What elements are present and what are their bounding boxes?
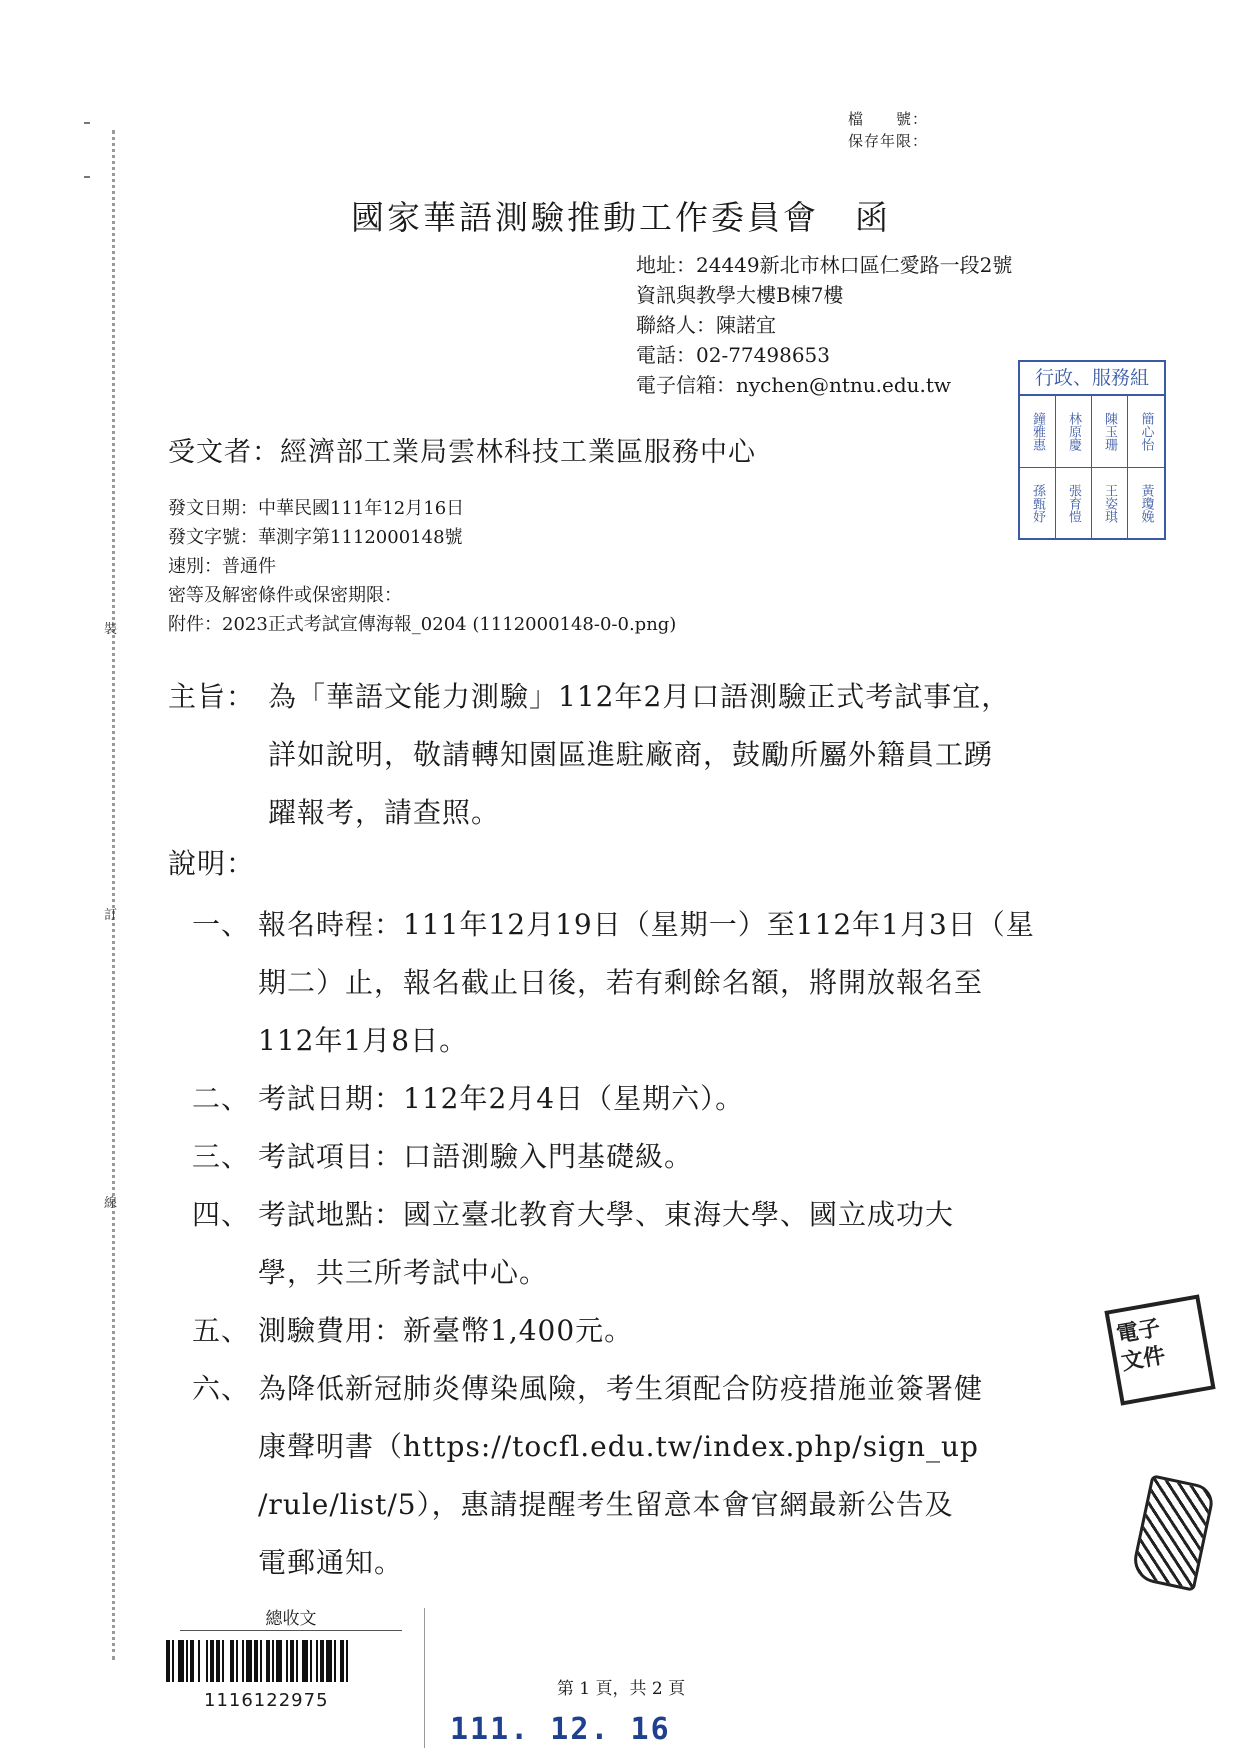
sender-address-line2: 資訊與教學大樓B棟7樓 (636, 283, 844, 307)
secrecy-level: 密等及解密條件或保密期限： (168, 585, 402, 606)
binding-line (112, 130, 115, 1660)
retention-period-label: 保存年限： (848, 132, 929, 150)
receive-date-stamp: 111. 12. 16 (450, 1712, 671, 1747)
item-line: 康聲明書（https://tocfl.edu.tw/index.php/sign_up (258, 1430, 979, 1463)
stamp-name-cell: 陳玉珊 (1092, 396, 1128, 468)
sender-contact: 聯絡人：陳諾宜 (636, 313, 776, 337)
document-number: 發文字號：華測字第1112000148號 (168, 527, 463, 548)
edoc-stamp-line: 電子 (1114, 1314, 1163, 1349)
item-number: 五、 (192, 1314, 251, 1347)
scan-speck (84, 122, 90, 124)
item-line: 考試地點：國立臺北教育大學、東海大學、國立成功大 (258, 1198, 955, 1231)
item-number: 二、 (192, 1082, 251, 1115)
item-line: 112年1月8日。 (258, 1024, 469, 1057)
receipt-rule (180, 1630, 402, 1631)
item-text (258, 1070, 744, 1128)
edoc-stamp-line: 文件 (1119, 1342, 1168, 1376)
receipt-label: 總收文 (265, 1609, 317, 1629)
explanation-item (192, 1360, 983, 1592)
explanation-item (192, 1302, 633, 1360)
item-line: 測驗費用：新臺幣1,400元。 (258, 1314, 634, 1347)
file-number-label: 檔 號： (848, 110, 929, 128)
torn-seal-mark (1130, 1474, 1217, 1591)
item-number: 六、 (192, 1372, 251, 1405)
document-meta (168, 494, 676, 639)
item-text (258, 1186, 954, 1302)
subject-text (268, 668, 1088, 842)
binding-mark-ding: 訂 (104, 908, 118, 923)
binding-mark-zhuang: 裝 (104, 622, 118, 637)
attachment: 附件：2023正式考試宣傳海報_0204 (1112000148-0-0.png) (168, 614, 677, 635)
explanation-item (192, 1186, 954, 1302)
subject-label: 主旨： (168, 680, 256, 713)
stamp-name-cell: 張育愷 (1056, 468, 1092, 540)
explanation-item (192, 1128, 693, 1186)
barcode-number: 1116122975 (204, 1690, 329, 1711)
electronic-document-stamp (1104, 1294, 1215, 1405)
stamp-name-cell: 簡心怡 (1128, 396, 1164, 468)
subject-line: 躍報考，請查照。 (268, 796, 501, 829)
sender-phone: 電話：02-77498653 (636, 343, 831, 367)
item-line: 學，共三所考試中心。 (258, 1256, 549, 1289)
item-line: /rule/list/5），惠請提醒考生留意本會官網最新公告及 (258, 1488, 954, 1521)
item-text (258, 1128, 693, 1186)
subject-line: 詳如說明，敬請轉知園區進駐廠商，鼓勵所屬外籍員工踴 (268, 738, 994, 771)
explanation-label: 說明： (168, 847, 256, 880)
sender-info (636, 250, 1012, 400)
item-text (258, 1302, 633, 1360)
stamp-name-cell: 王姿琪 (1092, 468, 1128, 540)
admin-service-stamp (1018, 360, 1166, 540)
stamp-name-cell: 黃瓊娩 (1128, 468, 1164, 540)
stamp-name-cell: 林原慶 (1056, 396, 1092, 468)
item-line: 考試日期：112年2月4日（星期六）。 (258, 1082, 745, 1115)
item-line: 考試項目：口語測驗入門基礎級。 (258, 1140, 694, 1173)
archive-info (848, 108, 928, 152)
priority: 速別：普通件 (168, 556, 276, 577)
sender-address: 地址：24449新北市林口區仁愛路一段2號 (636, 253, 1013, 277)
subject (168, 668, 1088, 842)
item-line: 為降低新冠肺炎傳染風險，考生須配合防疫措施並簽署健 (258, 1372, 984, 1405)
stamp-grid (1020, 396, 1164, 540)
item-number: 三、 (192, 1140, 251, 1173)
sender-email: 電子信箱：nychen@ntnu.edu.tw (636, 373, 952, 397)
issue-date: 發文日期：中華民國111年12月16日 (168, 498, 465, 519)
explanation-item (192, 1070, 744, 1128)
item-number: 一、 (192, 908, 251, 941)
stamp-title: 行政、服務組 (1020, 362, 1164, 396)
page-number: 第 1 頁，共 2 頁 (556, 1679, 686, 1699)
binding-mark-xian: 線 (104, 1196, 118, 1211)
document-title: 國家華語測驗推動工作委員會 函 (351, 198, 891, 237)
recipient: 受文者：經濟部工業局雲林科技工業區服務中心 (168, 437, 756, 468)
subject-line: 為「華語文能力測驗」112年2月口語測驗正式考試事宜， (268, 680, 1011, 713)
item-number: 四、 (192, 1198, 251, 1231)
item-line: 電郵通知。 (258, 1546, 404, 1579)
stamp-name-cell: 孫甄妤 (1020, 468, 1056, 540)
explanation-item (192, 896, 1035, 1070)
item-line: 報名時程：111年12月19日（星期一）至112年1月3日（星 (258, 908, 1035, 941)
stamp-name-cell: 鐘雅惠 (1020, 396, 1056, 468)
item-text (258, 896, 1035, 1070)
item-line: 期二）止，報名截止日後，若有剩餘名額，將開放報名至 (258, 966, 984, 999)
scan-speck (84, 176, 90, 178)
item-text (258, 1360, 983, 1592)
